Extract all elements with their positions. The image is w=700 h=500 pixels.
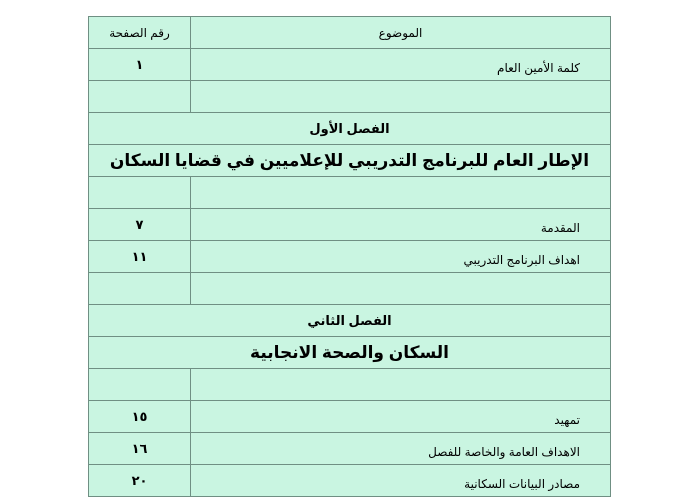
table-header-row — [89, 17, 611, 49]
toc-entry-page: ١١ — [89, 241, 191, 273]
toc-entry-topic: تمهيد — [191, 401, 611, 433]
empty-cell — [191, 273, 611, 305]
topic-column-header: الموضوع — [191, 17, 611, 49]
toc-entry-topic: كلمة الأمين العام — [191, 49, 611, 81]
chapter-title-row — [89, 337, 611, 369]
empty-row — [89, 177, 611, 209]
toc-entry-topic: المقدمة — [191, 209, 611, 241]
table-row — [89, 241, 611, 273]
toc-entry-topic: اهداف البرنامج التدريبي — [191, 241, 611, 273]
chapter-label-row — [89, 305, 611, 337]
chapter-title: السكان والصحة الانجابية — [89, 337, 611, 369]
toc-entry-topic: الاهداف العامة والخاصة للفصل — [191, 433, 611, 465]
toc-entry-page: ٢٠ — [89, 465, 191, 497]
toc-entry-page: ٧ — [89, 209, 191, 241]
table-row — [89, 49, 611, 81]
table-row — [89, 401, 611, 433]
toc-entry-page: ١ — [89, 49, 191, 81]
toc-entry-page: ١٦ — [89, 433, 191, 465]
table-row — [89, 465, 611, 497]
chapter-title: الإطار العام للبرنامج التدريبي للإعلاميين في قضايا السكان — [89, 145, 611, 177]
table-row — [89, 209, 611, 241]
empty-cell — [89, 273, 191, 305]
chapter-label: الفصل الأول — [89, 113, 611, 145]
chapter-title-row — [89, 145, 611, 177]
empty-cell — [191, 369, 611, 401]
table-of-contents — [88, 16, 611, 497]
empty-row — [89, 81, 611, 113]
empty-row — [89, 369, 611, 401]
empty-cell — [191, 81, 611, 113]
toc-entry-topic: مصادر البيانات السكانية — [191, 465, 611, 497]
empty-cell — [191, 177, 611, 209]
empty-row — [89, 273, 611, 305]
chapter-label-row — [89, 113, 611, 145]
empty-cell — [89, 369, 191, 401]
toc-entry-page: ١٥ — [89, 401, 191, 433]
chapter-label: الفصل الثاني — [89, 305, 611, 337]
table-row — [89, 433, 611, 465]
page-column-header: رقم الصفحة — [89, 17, 191, 49]
empty-cell — [89, 81, 191, 113]
empty-cell — [89, 177, 191, 209]
